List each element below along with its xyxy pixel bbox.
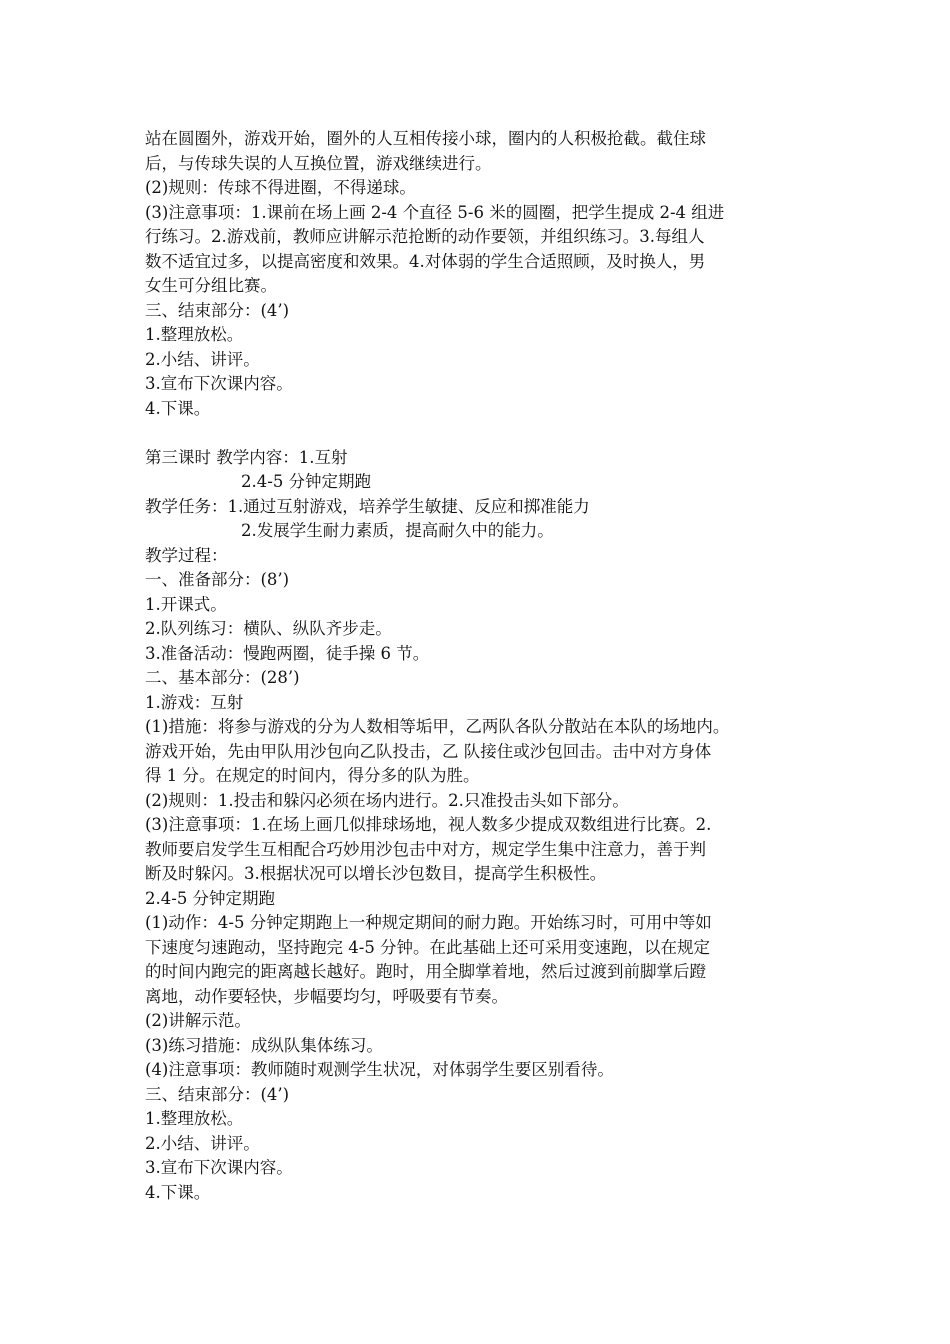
text-line: (2)规则：1.投击和躲闪必须在场内进行。2.只准投击头如下部分。 (145, 790, 629, 810)
text-line: 2.4-5 分钟定期跑 (241, 472, 372, 491)
text-line: (1)动作：4-5 分钟定期跑上一种规定期间的耐力跑。开始练习时，可用中等如 (145, 913, 712, 932)
text-line: 2.小结、讲评。 (145, 1133, 260, 1153)
text-line: 离地，动作要轻快，步幅要均匀，呼吸要有节奏。 (145, 986, 508, 1006)
section-heading: 三、结束部分：(4’) (145, 300, 290, 320)
text-line: (2)规则：传球不得进圈，不得递球。 (145, 178, 416, 197)
text-line: 的时间内跑完的距离越长越好。跑时，用全脚掌着地，然后过渡到前脚掌后蹬 (145, 962, 706, 981)
text-line: 下速度匀速跑动，坚持跑完 4-5 分钟。在此基础上还可采用变速跑，以在规定 (145, 937, 711, 957)
text-line: 后，与传球失误的人互换位置，游戏继续进行。 (145, 153, 492, 173)
text-line: (2)讲解示范。 (145, 1011, 251, 1030)
text-line: 得 1 分。在规定的时间内，得分多的队为胜。 (145, 766, 480, 785)
text-line: (3)注意事项：1.在场上画几似排球场地，视人数多少提成双数组进行比赛。2. (145, 815, 712, 834)
text-line: 断及时躲闪。3.根据状况可以增长沙包数目，提高学生积极性。 (145, 864, 607, 883)
text-line: 3.准备活动：慢跑两圈，徒手操 6 节。 (145, 643, 430, 663)
section-heading: 二、基本部分：(28’) (145, 668, 300, 687)
text-line: 1.开课式。 (145, 594, 227, 614)
blank-line (145, 421, 815, 446)
text-line: 4.下课。 (145, 1182, 211, 1202)
text-line: 数不适宜过多，以提高密度和效果。4.对体弱的学生合适照顾，及时换人，男 (145, 251, 706, 271)
text-line: 教师要启发学生互相配合巧妙用沙包击中对方，规定学生集中注意力，善于判 (145, 839, 706, 859)
section-heading: 教学过程： (145, 545, 228, 565)
text-line: 2.4-5 分钟定期跑 (145, 888, 276, 908)
text-line: 4.下课。 (145, 398, 211, 418)
text-line: 站在圆圈外，游戏开始，圈外的人互相传接小球，圈内的人积极抢截。截住球 (145, 129, 706, 148)
text-line: 教学任务：1.通过互射游戏，培养学生敏捷、反应和掷准能力 (145, 496, 590, 516)
lesson-heading: 第三课时 教学内容：1.互射 (145, 447, 348, 467)
text-line: 2.发展学生耐力素质，提高耐久中的能力。 (241, 521, 554, 540)
text-line: 女生可分组比赛。 (145, 276, 277, 295)
text-line: 游戏开始，先由甲队用沙包向乙队投击，乙 队接住或沙包回击。击中对方身体 (145, 741, 712, 761)
text-line: 1.整理放松。 (145, 325, 244, 344)
section-heading: 一、准备部分：(8’) (145, 570, 290, 589)
text-line: (4)注意事项：教师随时观测学生状况，对体弱学生要区别看待。 (145, 1060, 614, 1079)
text-line: 3.宣布下次课内容。 (145, 374, 293, 393)
text-line: 1.游戏：互射 (145, 692, 244, 712)
text-line: 2.小结、讲评。 (145, 349, 260, 369)
section-heading: 三、结束部分：(4’) (145, 1084, 290, 1104)
document-body (145, 127, 815, 1205)
text-line: 行练习。2.游戏前，教师应讲解示范抢断的动作要领，并组织练习。3.每组人 (145, 227, 705, 246)
text-line: 2.队列练习：横队、纵队齐步走。 (145, 619, 392, 638)
text-line: (3)练习措施：成纵队集体练习。 (145, 1035, 383, 1055)
text-line: 1.整理放松。 (145, 1109, 244, 1128)
text-line: (1)措施：将参与游戏的分为人数相等垢甲，乙两队各队分散站在本队的场地内。 (145, 717, 730, 736)
text-line: (3)注意事项：1.课前在场上画 2-4 个直径 5-6 米的圆圈，把学生提成 2-4 组进 (145, 202, 725, 222)
text-line: 3.宣布下次课内容。 (145, 1158, 293, 1177)
